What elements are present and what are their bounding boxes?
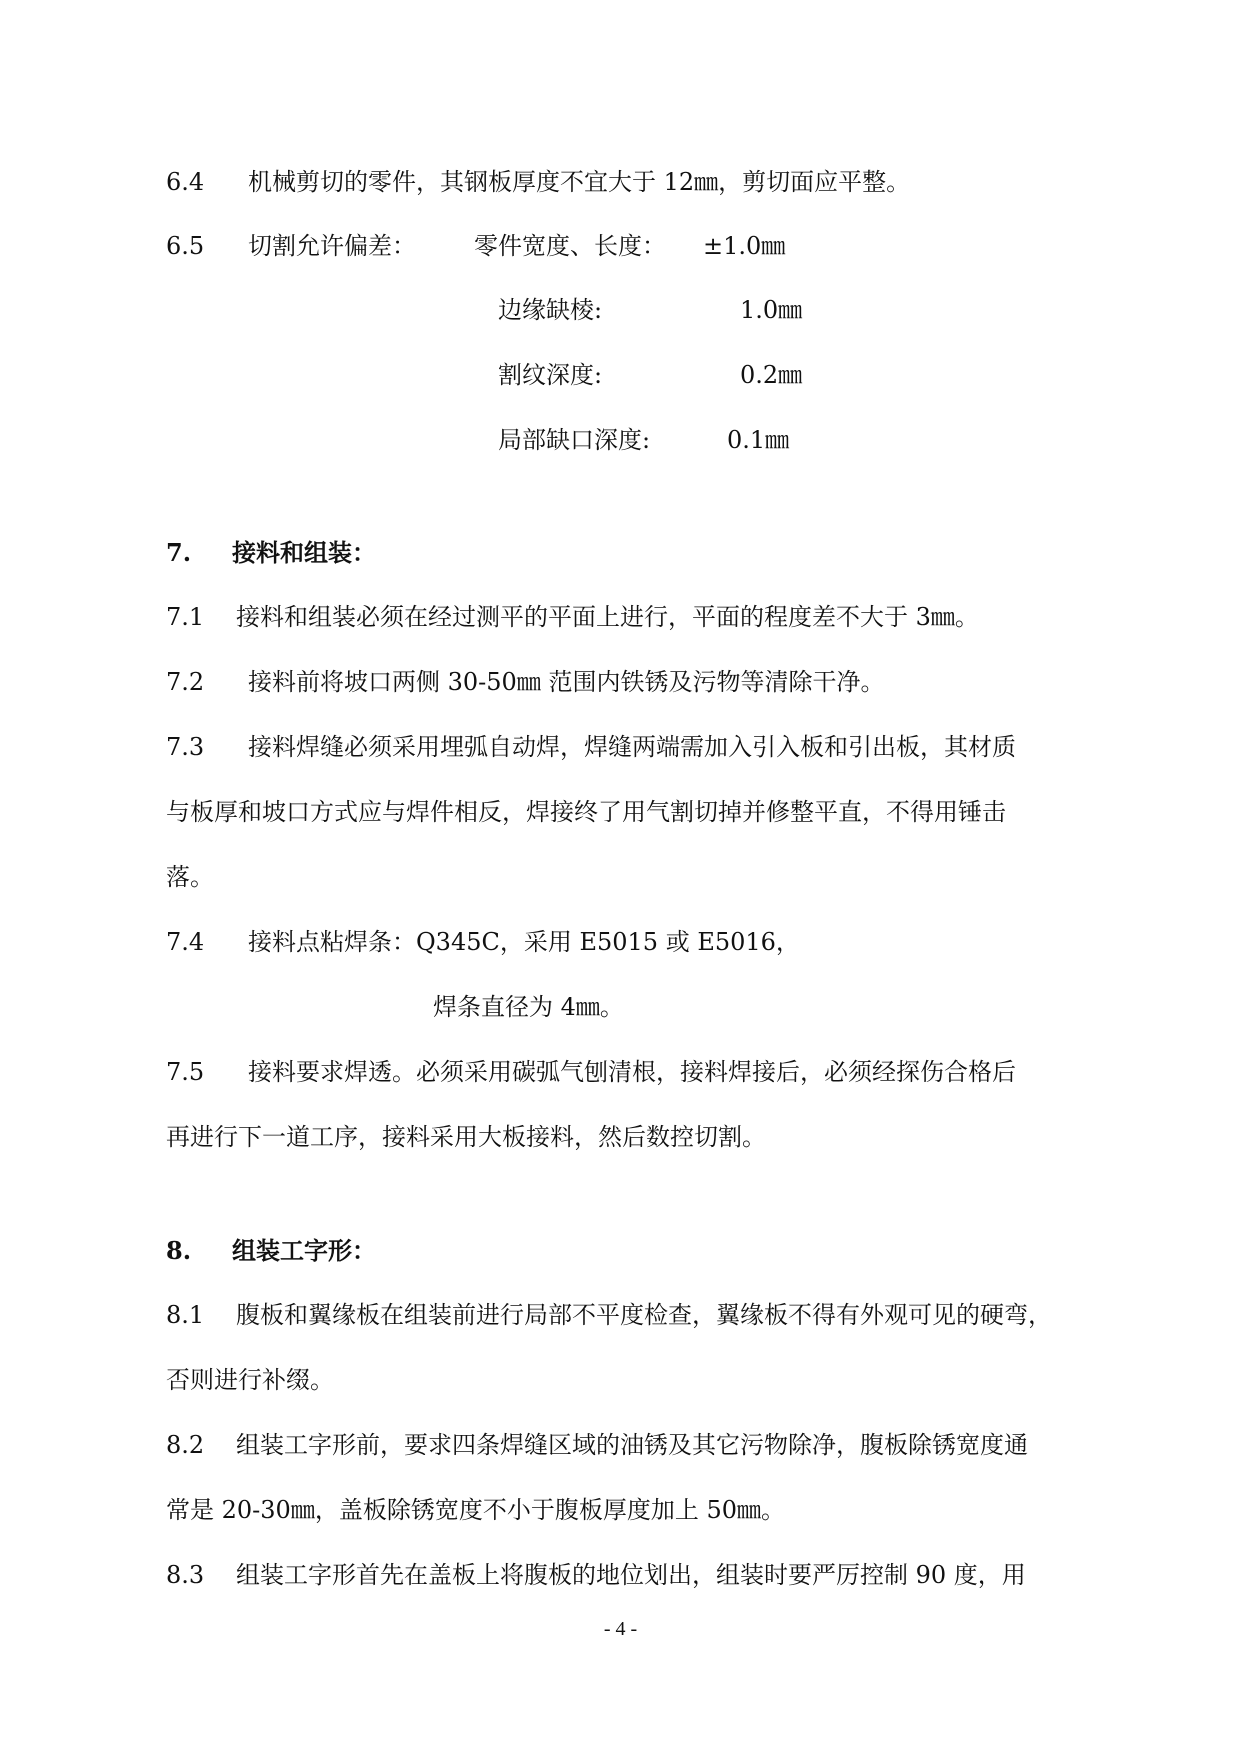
paragraph-text: 组装工字形前，要求四条焊缝区域的油锈及其它污物除净，腹板除锈宽度通: [236, 1431, 1028, 1459]
section-8-heading: [166, 1235, 376, 1267]
paragraph-7-5-cont: 再进行下一道工序，接料采用大板接料，然后数控切割。: [166, 1123, 766, 1151]
paragraph-7-3: [166, 731, 1016, 763]
paragraph-7-2: [166, 666, 884, 698]
paragraph-7-4: [166, 926, 800, 958]
tolerance-value: 0.2㎜: [740, 361, 803, 389]
paragraph-text: 组装工字形首先在盖板上将腹板的地位划出，组装时要严厉控制 90 度，用: [236, 1561, 1026, 1589]
paragraph-text: 接料要求焊透。必须采用碳弧气刨清根，接料焊接后，必须经探伤合格后: [248, 1058, 1016, 1086]
paragraph-text: 接料前将坡口两侧 30-50㎜ 范围内铁锈及污物等清除干净。: [248, 668, 885, 696]
tolerance-value: ±1.0㎜: [703, 232, 786, 260]
section-number: 7.: [166, 538, 192, 567]
paragraph-8-2: [166, 1429, 1028, 1461]
paragraph-text: 接料焊缝必须采用埋弧自动焊，焊缝两端需加入引入板和引出板，其材质: [248, 733, 1016, 761]
tolerance-value: 1.0㎜: [740, 296, 803, 324]
item-number: 7.3: [166, 733, 205, 761]
section-number: 8.: [166, 1236, 192, 1265]
section-title: 接料和组装：: [232, 538, 376, 567]
paragraph-text: 接料点粘焊条：Q345C，采用 E5015 或 E5016，: [248, 928, 800, 956]
item-number: 7.1: [166, 603, 205, 631]
tolerance-label: 切割允许偏差：: [248, 232, 416, 260]
tolerance-name: 割纹深度:: [498, 361, 603, 389]
paragraph-text: 机械剪切的零件，其钢板厚度不宜大于 12㎜，剪切面应平整。: [248, 168, 911, 196]
paragraph-6-4: [166, 166, 910, 198]
item-number: 8.2: [166, 1431, 205, 1459]
paragraph-8-2-cont: 常是 20-30㎜，盖板除锈宽度不小于腹板厚度加上 50㎜。: [166, 1496, 785, 1524]
paragraph-7-5: [166, 1056, 1016, 1088]
page-number: - 4 -: [603, 1618, 638, 1640]
item-number: 7.4: [166, 928, 205, 956]
item-number: 8.1: [166, 1301, 205, 1329]
paragraph-7-1: [166, 601, 979, 633]
section-title: 组装工字形：: [232, 1236, 376, 1265]
paragraph-text: 腹板和翼缘板在组装前进行局部不平度检查，翼缘板不得有外观可见的硬弯，: [236, 1301, 1052, 1329]
paragraph-7-3-cont: 与板厚和坡口方式应与焊件相反，焊接终了用气割切掉并修整平直，不得用锤击: [166, 798, 1006, 826]
item-number: 7.5: [166, 1058, 205, 1086]
paragraph-text: 接料和组装必须在经过测平的平面上进行，平面的程度差不大于 3㎜。: [236, 603, 979, 631]
paragraph-6-5: [166, 230, 416, 262]
paragraph-7-4-cont: 焊条直径为 4㎜。: [433, 993, 624, 1021]
item-number: 6.5: [166, 232, 205, 260]
paragraph-8-1-cont: 否则进行补缀。: [166, 1366, 334, 1394]
tolerance-name: 零件宽度、长度：: [474, 232, 666, 260]
item-number: 8.3: [166, 1561, 205, 1589]
tolerance-value: 0.1㎜: [727, 426, 790, 454]
tolerance-name: 边缘缺棱:: [498, 296, 603, 324]
paragraph-8-3: [166, 1559, 1026, 1591]
section-7-heading: [166, 537, 376, 569]
paragraph-8-1: [166, 1299, 1052, 1331]
item-number: 6.4: [166, 168, 205, 196]
item-number: 7.2: [166, 668, 205, 696]
tolerance-name: 局部缺口深度:: [498, 426, 651, 454]
paragraph-7-3-cont: 落。: [166, 863, 214, 891]
